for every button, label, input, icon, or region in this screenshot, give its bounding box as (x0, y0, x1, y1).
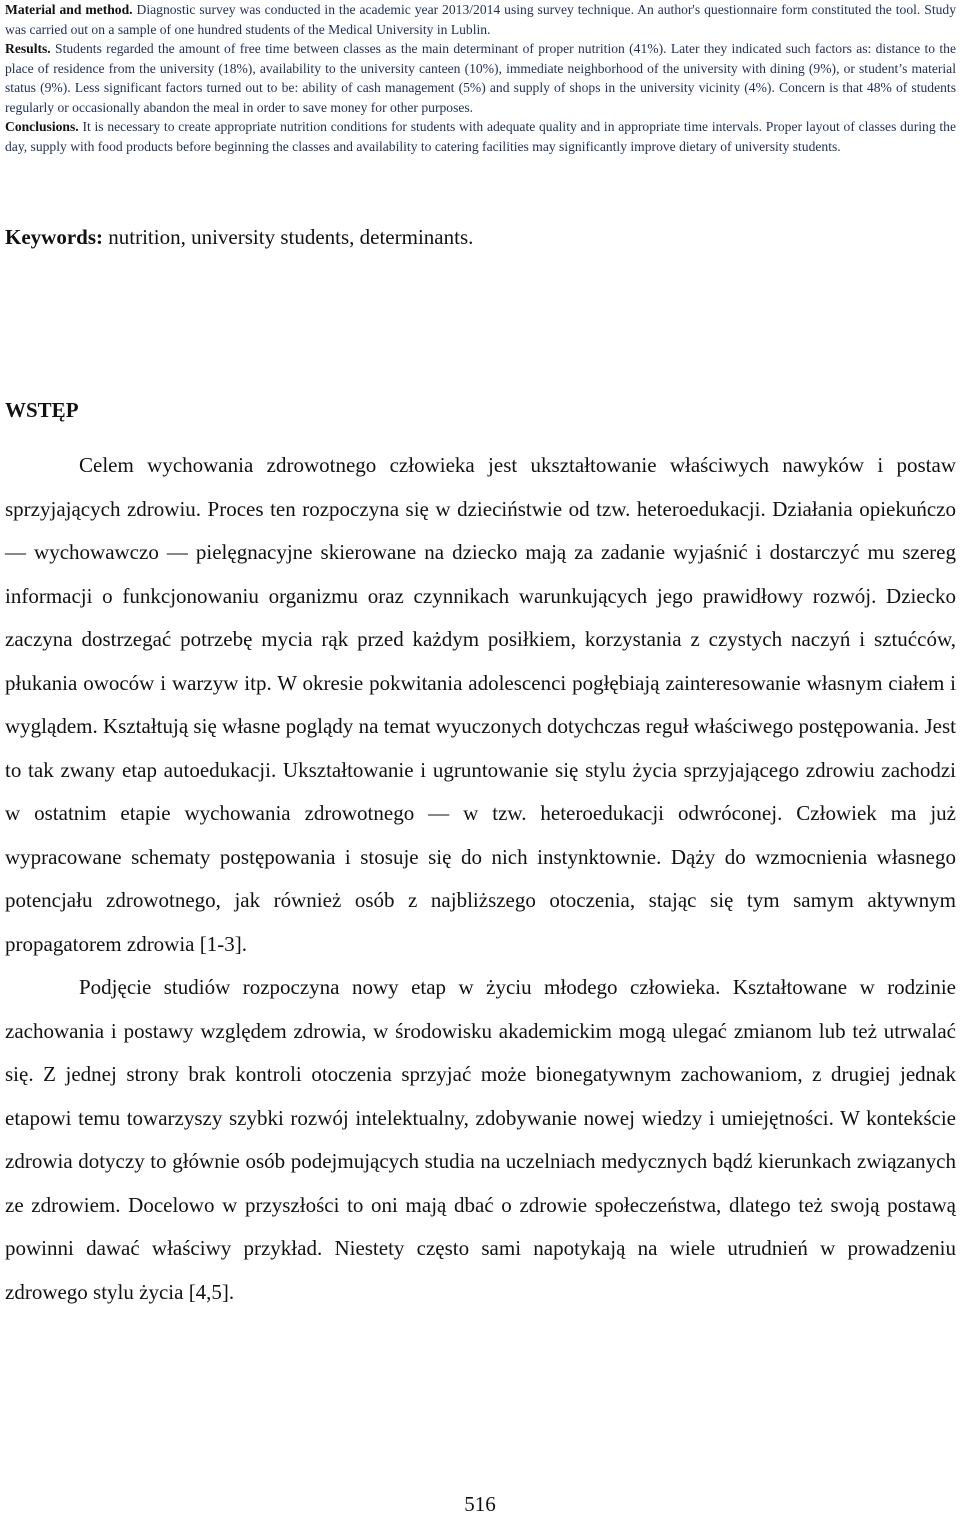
section-body (5, 444, 956, 1314)
methods-text: Diagnostic survey was conducted in the academic year 2013/2014 using survey technique. An author's questionnaire form constituted the tool. Study was carried out on a sample of one hundred students of the Medical University in Lublin. (5, 2, 956, 37)
section-heading: WSTĘP (5, 398, 79, 422)
body-paragraph: Podjęcie studiów rozpoczyna nowy etap w życiu młodego człowieka. Kształtowane w rodzinie zachowania i postawy względem zdrowia, w środowisku akademickim mogą ulegać zmianom lub też utrwalać się. Z jednej strony brak kontroli otoczenia sprzyjać może bionegatywnym zachowaniom, z drugiej jednak etapowi temu towarzyszy szybki rozwój intelektualny, zdobywanie nowej wiedzy i umiejętności. W kontekście zdrowia dotyczy to głównie osób podejmujących studia na uczelniach medycznych bądź kierunkach związanych ze zdrowiem. Docelowo w przyszłości to oni mają dbać o zdrowie społeczeństwa, dlatego też swoją postawą powinni dawać właściwy przykład. Niestety często sami napotykają na wiele utrudnień w prowadzeniu zdrowego stylu życia [4,5]. (5, 975, 956, 1304)
body-paragraph: Celem wychowania zdrowotnego człowieka jest ukształtowanie właściwych nawyków i postaw sprzyjających zdrowiu. Proces ten rozpoczyna się w dzieciństwie od tzw. heteroedukacji. Działania opiekuńczo ― wychowawczo ― pielęgnacyjne skierowane na dziecko mają za zadanie wyjaśnić i dostarczyć mu szereg informacji o funkcjonowaniu organizmu oraz czynnikach warunkujących jego prawidłowy rozwój. Dziecko zaczyna dostrzegać potrzebę mycia rąk przed każdym posiłkiem, korzystania z czystych naczyń i sztućców, płukania owoców i warzyw itp. W okresie pokwitania adolescenci pogłębiają zainteresowanie własnym ciałem i wyglądem. Kształtują się własne poglądy na temat wyuczonych dotychczas reguł właściwego postępowania. Jest to tak zwany etap autoedukacji. Ukształtowanie i ugruntowanie się stylu życia sprzyjającego zdrowiu zachodzi w ostatnim etapie wychowania zdrowotnego ― w tzw. heteroedukacji odwróconej. Człowiek ma już wypracowane schematy postępowania i stosuje się do nich instynktownie. Dąży do wzmocnienia własnego potencjału zdrowotnego, jak również osób z najbliższego otoczenia, stając się tym samym aktywnym propagatorem zdrowia [1-3]. (5, 453, 956, 956)
page-number: 516 (464, 1492, 496, 1516)
abstract-conclusions (5, 117, 956, 156)
keywords (5, 223, 956, 251)
results-label: Results. (5, 41, 51, 56)
methods-label: Material and method. (5, 2, 133, 17)
results-text: Students regarded the amount of free time between classes as the main determinant of proper nutrition (41%). Later they indicated such factors as: distance to the place of residence from the university (18%), availability to the university canteen (10%), immediate neighborhood of the university with dining (9%), or student’s material status (9%). Less significant factors turned out to be: ability of cash management (5%) and supply of shops in the university vicinity (4%). Concern is that 48% of students regularly or occasionally abandon the meal in order to save money for other purposes. (5, 41, 956, 115)
abstract (5, 0, 956, 156)
keywords-label: Keywords: (5, 225, 103, 249)
keywords-text: nutrition, university students, determinants. (108, 225, 474, 249)
abstract-results (5, 39, 956, 117)
conclusions-text: It is necessary to create appropriate nutrition conditions for students with adequate quality and in appropriate time intervals. Proper layout of classes during the day, supply with food products before beginning the classes and availability to catering facilities may significantly improve dietary of university students. (5, 119, 956, 154)
conclusions-label: Conclusions. (5, 119, 79, 134)
abstract-methods (5, 0, 956, 39)
